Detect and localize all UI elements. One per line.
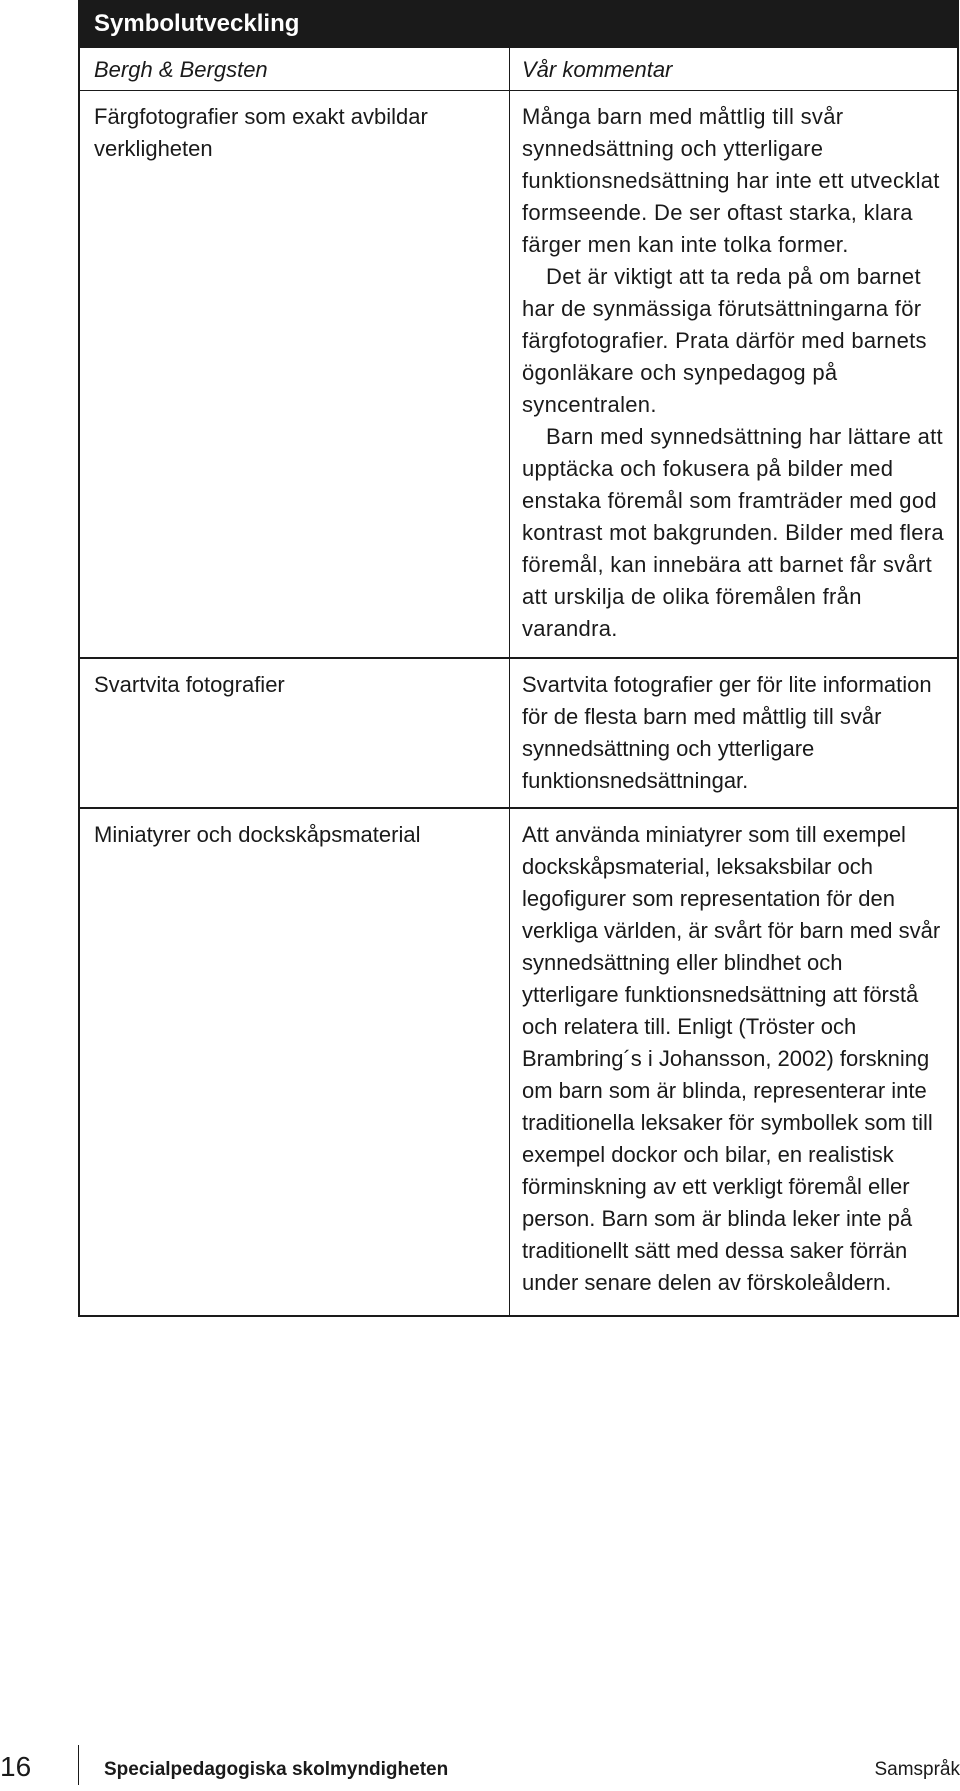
comment-paragraph: Svartvita fotografier ger för lite information för de flesta barn med måttlig till svår synnedsättning och ytterligare funktionsnedsättningar. [522,672,932,793]
comment-paragraph: Att använda miniatyrer som till exempel dockskåpsmaterial, leksaksbilar och legofigurer som representation för den verkliga världen, är svårt för barn med svår synnedsättning eller blindhet och ytterligare funktionsnedsättning att förstå och relatera till. Enligt (Tröster och Brambring´s i Johansson, 2002) forskning om barn som är blinda, representerar inte traditionella leksaker för symbollek som till exempel dockor och bilar, en realistisk förminskning av ett verkligt föremål eller person. Barn som är blinda leker inte på traditionellt sätt med dessa saker förrän under senare delen av förskoleåldern. [522,822,941,1295]
header-right: Vår kommentar [522,57,673,82]
row-comment [510,659,957,807]
table-title: Symbolutveckling [80,0,957,48]
table-header-row [80,48,957,90]
footer-divider [78,1745,79,1785]
page-number: 16 [0,1751,32,1782]
comment-paragraph: Många barn med måttlig till svår synnedsättning och ytterligare funktionsnedsättning har inte ett utvecklat formseende. De ser oftast starka, klara färger men kan inte tolka former. [522,104,940,257]
header-left: Bergh & Bergsten [80,48,510,90]
page-footer [0,1745,960,1791]
comment-paragraph: Barn med synnedsättning har lättare att upptäcka och fokusera på bilder med enstaka föremål som framträder med god kontrast mot bakgrunden. Bilder med flera föremål, kan innebära att barnet får svårt att urskilja de olika föremålen från varandra. [522,424,944,641]
row-comment [510,809,957,1315]
table-row [80,807,957,1315]
row-label: Miniatyrer och dockskåpsmaterial [80,809,510,1315]
comparison-table [78,0,959,1317]
table-row [80,90,957,657]
section-name: Samspråk [874,1759,960,1780]
row-label: Färgfotografier som exakt avbildar verkligheten [80,91,510,657]
row-comment [510,91,957,657]
comment-paragraph: Det är viktigt att ta reda på om barnet har de synmässiga förutsättningarna för färgfotografier. Prata därför med barnets ögonläkare och synpedagog på syncentralen. [522,264,927,417]
row-label: Svartvita fotografier [80,659,510,807]
organization-name: Specialpedagogiska skolmyndigheten [104,1759,449,1780]
table-row [80,657,957,807]
